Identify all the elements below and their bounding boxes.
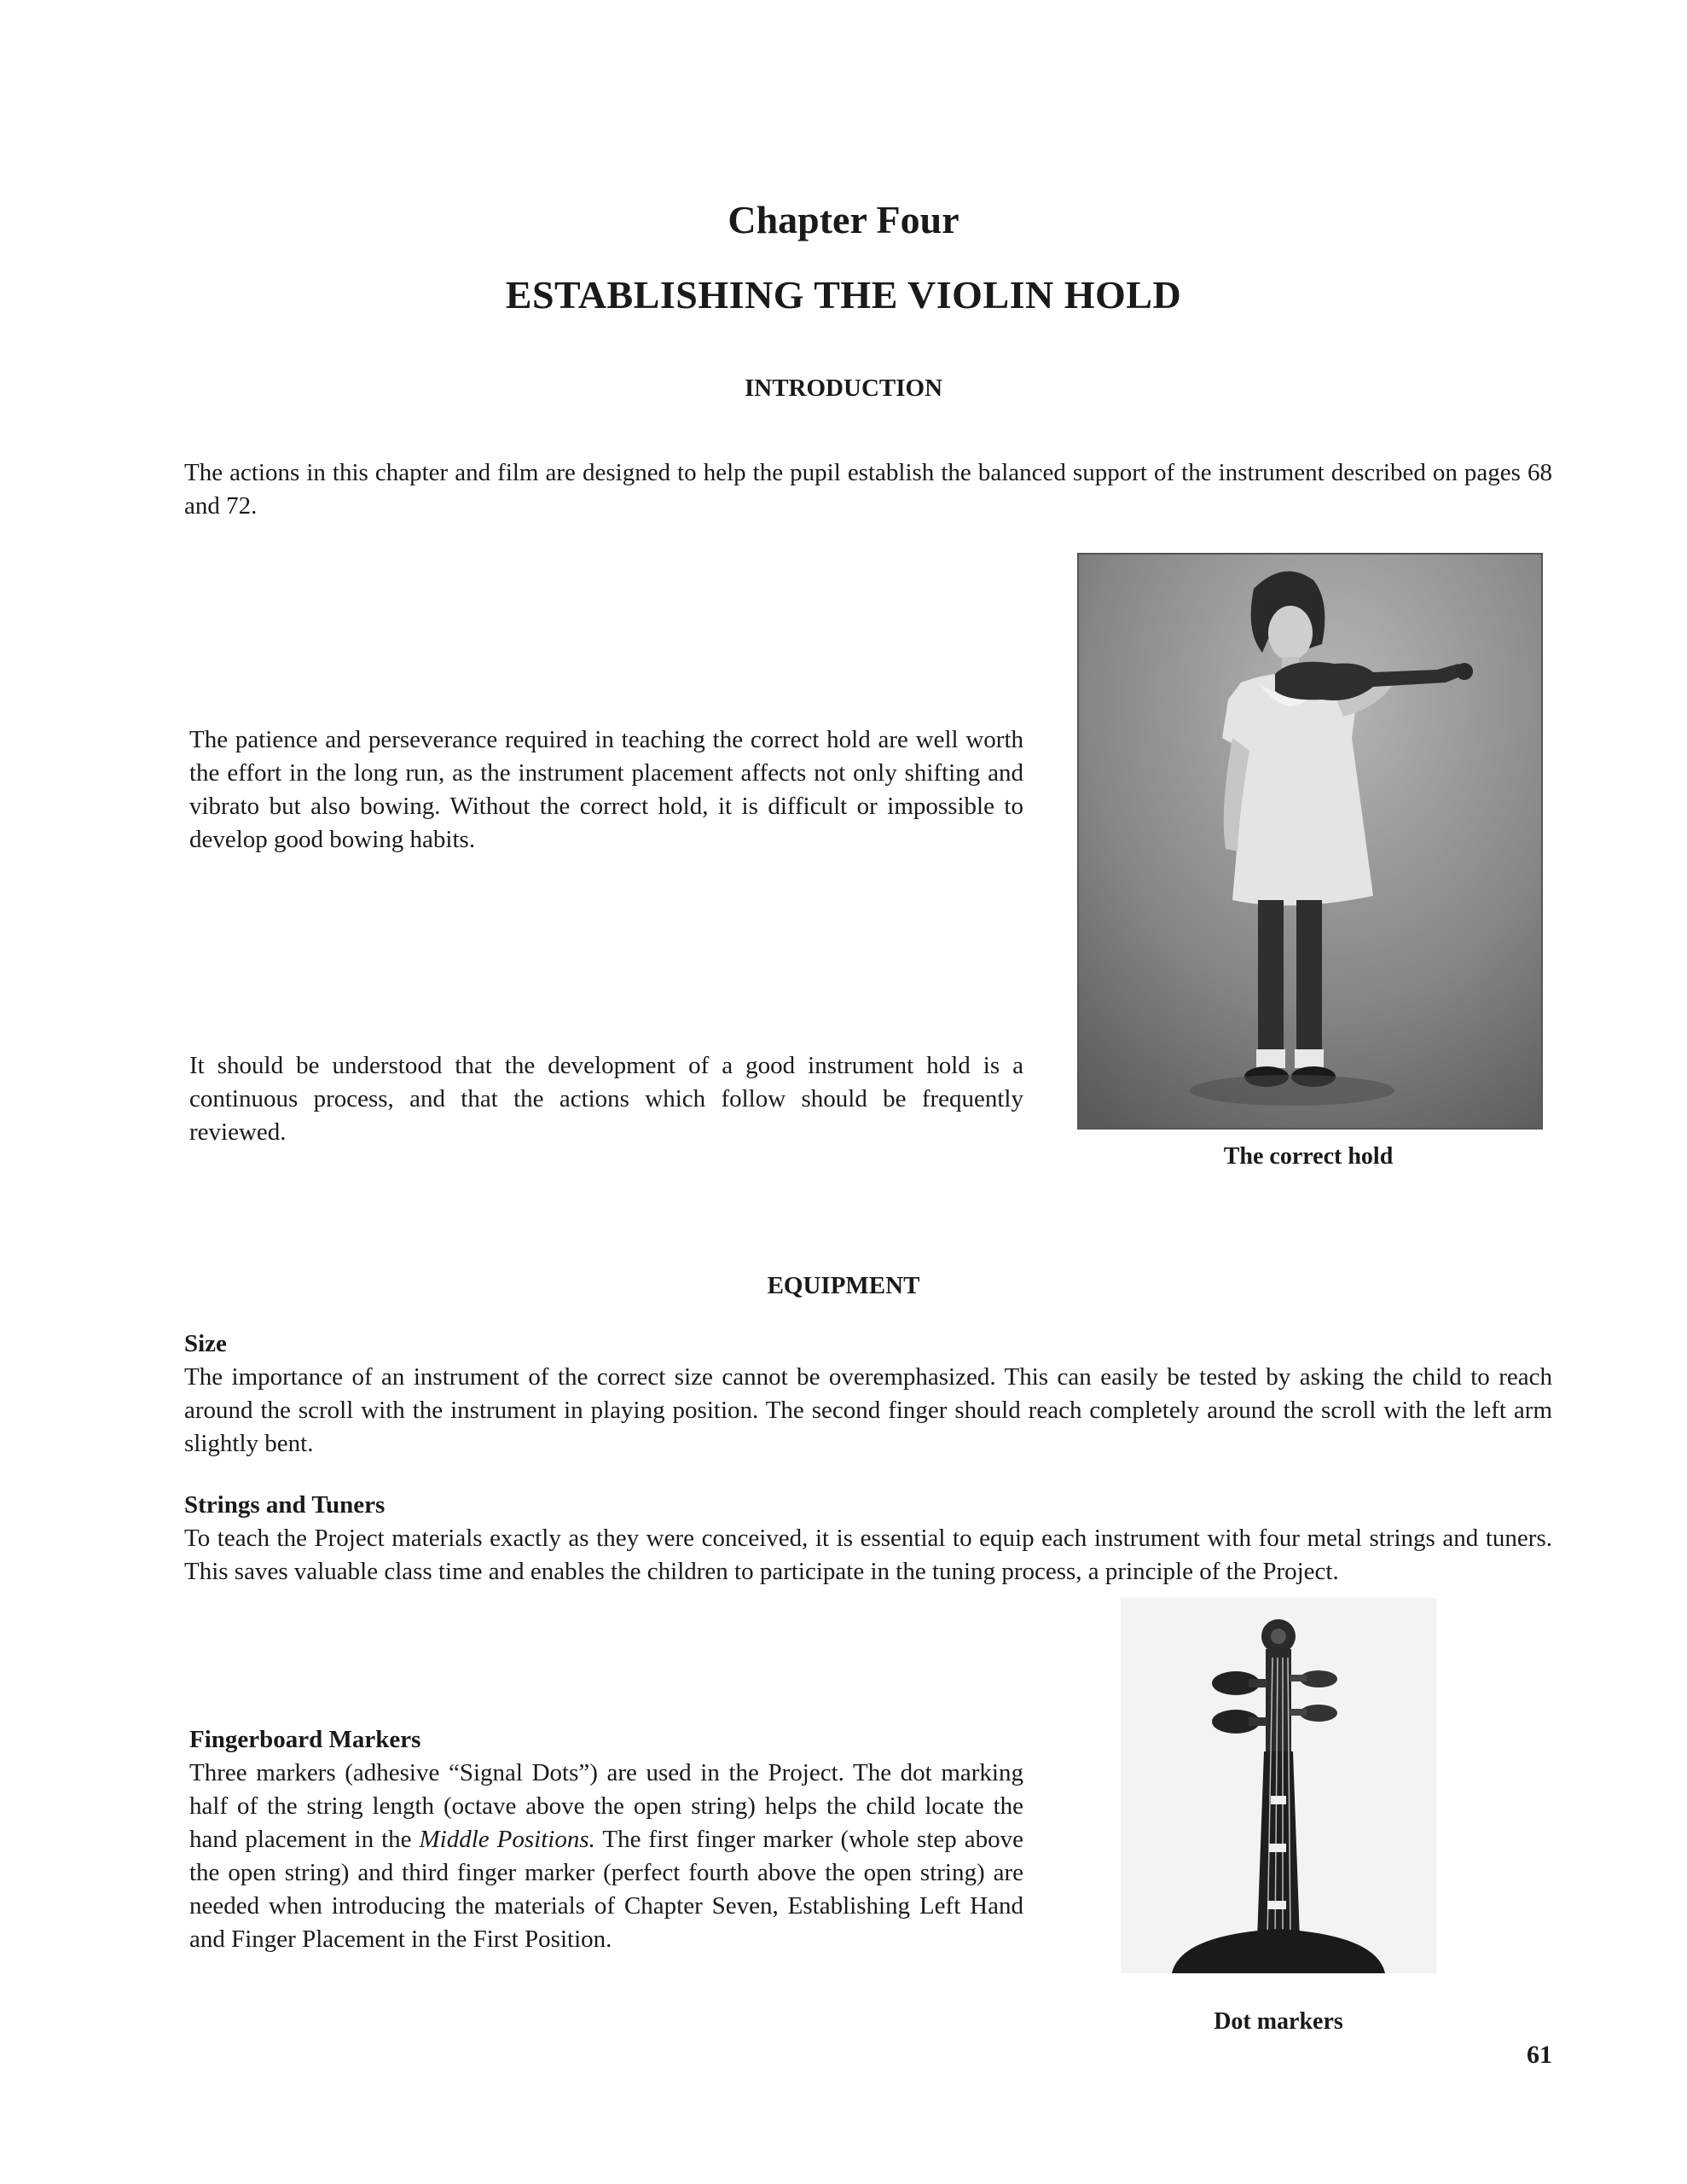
- correct-hold-illustration: [1079, 555, 1541, 1128]
- first-finger-dot: [1271, 1796, 1286, 1804]
- correct-hold-caption: The correct hold: [1223, 1143, 1394, 1170]
- dot-markers-illustration: [1121, 1598, 1436, 1973]
- dot-markers-caption: Dot markers: [1214, 2008, 1343, 2035]
- markers-heading: Fingerboard Markers: [189, 1726, 421, 1753]
- chapter-title: ESTABLISHING THE VIOLIN HOLD: [505, 273, 1182, 317]
- size-heading: Size: [184, 1330, 227, 1357]
- octave-dot: [1267, 1901, 1286, 1909]
- correct-hold-photo: [1077, 553, 1543, 1130]
- intro-paragraph: The actions in this chapter and film are designed to help the pupil establish the balanced support of the instrument described on pages 68 and 72.: [184, 459, 1552, 520]
- dot-markers-photo: [1121, 1598, 1436, 1973]
- markers-text-before: Three markers (adhesive “Signal Dots”) are used in the Project. The dot marking half of the string length (octave above the open string) helps the child locate the hand placement in the: [189, 1759, 1023, 1853]
- strings-section: [184, 1489, 1552, 1589]
- equipment-heading: EQUIPMENT: [767, 1272, 920, 1299]
- strings-text: To teach the Project materials exactly as they were conceived, it is essential to equip each instrument with four metal strings and tuners. This saves valuable class time and enables the children to participate in the tuning process, a principle of the Project.: [184, 1525, 1552, 1585]
- size-text: The importance of an instrument of the correct size cannot be overemphasized. This can easily be tested by asking the child to reach around the scroll with the instrument in playing position. The second finger should reach completely around the scroll with the left arm slightly bent.: [184, 1363, 1552, 1457]
- markers-section: [189, 1723, 1023, 1956]
- middle-positions-term: Middle Positions.: [419, 1826, 595, 1853]
- strings-heading: Strings and Tuners: [184, 1491, 386, 1519]
- patience-paragraph: The patience and perseverance required in teaching the correct hold are well worth the effort in the long run, as the instrument placement affects not only shifting and vibrato but also bowing. Without the correct hold, it is difficult or impossible to develop good bowing habits.: [189, 726, 1023, 853]
- size-section: [184, 1327, 1552, 1461]
- understood-paragraph: It should be understood that the development of a good instrument hold is a continuous process, and that the actions which follow should be frequently reviewed.: [189, 1052, 1023, 1146]
- chapter-number: Chapter Four: [728, 198, 959, 241]
- page-number: 61: [1527, 2041, 1552, 2069]
- introduction-heading: INTRODUCTION: [744, 375, 943, 402]
- third-finger-dot: [1269, 1844, 1286, 1852]
- markers-text-after: The first finger marker (whole step above the open string) and third finger marker (perfect fourth above the open string) are needed when introducing the materials of Chapter Seven, Establishing Left Hand and Finger Placement in the First Position.: [189, 1826, 1023, 1953]
